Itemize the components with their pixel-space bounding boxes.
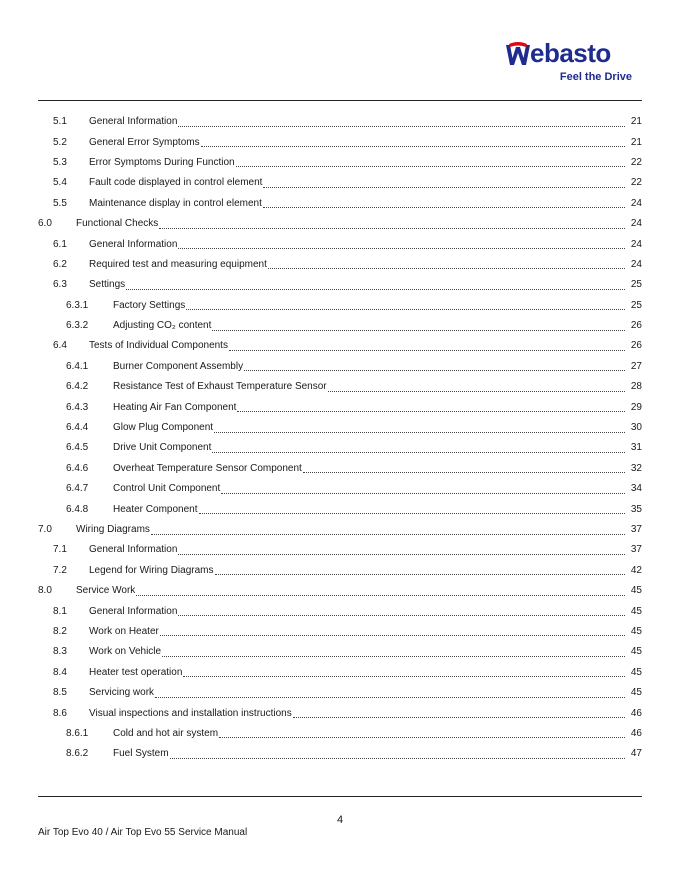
toc-entry[interactable] [38,357,642,377]
toc-dot-leader [303,462,625,473]
toc-entry-title: Legend for Wiring Diagrams [89,564,214,576]
toc-dot-leader [212,442,625,453]
webasto-logo [504,38,634,88]
toc-entry-title: General Information [89,544,178,556]
toc-entry-page: 37 [630,524,642,535]
toc-entry-number: 5.3 [53,156,67,168]
toc-entry[interactable] [38,153,642,173]
toc-dot-leader [263,197,625,208]
toc-dot-leader [328,381,625,392]
toc-dot-leader [237,401,625,412]
toc-dot-leader [221,483,625,494]
toc-entry-page: 46 [630,707,642,719]
toc-entry[interactable] [38,724,642,744]
toc-entry[interactable] [38,540,642,560]
toc-dot-leader [212,320,625,331]
toc-entry-number: 7.2 [53,564,67,576]
footer-document-title: Air Top Evo 40 / Air Top Evo 55 Service Manual [38,827,248,838]
toc-entry-title: Overheat Temperature Sensor Component [113,462,302,474]
toc-dot-leader [293,707,625,718]
toc-dot-leader [160,625,625,636]
toc-entry-page: 35 [630,503,642,515]
toc-entry-page: 24 [630,238,642,250]
toc-dot-leader [199,503,626,514]
toc-dot-leader [178,605,625,616]
toc-entry-number: 6.3.1 [66,299,89,311]
toc-dot-leader [178,116,625,127]
toc-entry-page: 45 [630,605,642,617]
toc-entry-title: Factory Settings [113,299,186,311]
toc-entry-title: Service Work [76,585,136,597]
toc-entry-title: Functional Checks [76,218,159,230]
toc-entry-page: 34 [630,483,642,495]
toc-entry[interactable] [38,438,642,458]
toc-entry-title: General Information [89,116,178,128]
toc-entry-number: 8.3 [53,646,67,658]
toc-dot-leader [215,564,626,575]
toc-entry[interactable] [38,459,642,479]
toc-dot-leader [244,360,625,371]
toc-entry-number: 6.4.1 [66,360,89,372]
toc-entry[interactable] [38,703,642,723]
toc-entry-title: Resistance Test of Exhaust Temperature Sensor [113,381,327,393]
toc-entry[interactable] [38,377,642,397]
toc-dot-leader [219,727,625,738]
table-of-contents [38,112,642,765]
toc-entry-title: Glow Plug Component [113,422,214,434]
toc-entry-title: Settings [89,279,126,291]
toc-entry[interactable] [38,663,642,683]
toc-entry-page: 45 [630,625,642,637]
toc-entry-page: 25 [630,279,642,291]
toc-entry-page: 26 [630,320,642,332]
toc-dot-leader [162,646,625,657]
toc-entry-page: 45 [630,687,642,699]
toc-entry-number: 6.4.4 [66,422,89,434]
toc-entry-number: 8.0 [38,585,52,597]
toc-entry-page: 46 [630,727,642,739]
toc-entry-number: 6.0 [38,218,52,230]
toc-dot-leader [178,544,625,555]
toc-entry-title: General Error Symptoms [89,136,200,148]
toc-entry-number: 6.4.6 [66,462,89,474]
toc-entry-title: Work on Heater [89,625,159,637]
toc-entry-page: 31 [630,442,642,454]
toc-entry-number: 8.6.2 [66,748,89,760]
webasto-w-mark-icon [504,42,532,68]
toc-entry-title: Adjusting CO₂ content [113,320,212,332]
toc-entry-title: Heating Air Fan Component [113,401,237,413]
toc-entry-title: Heater test operation [89,666,183,678]
toc-entry[interactable] [38,479,642,499]
toc-entry-number: 5.4 [53,177,67,189]
toc-entry-number: 7.1 [53,544,67,556]
toc-entry-number: 8.4 [53,666,67,678]
toc-dot-leader [178,238,625,249]
toc-dot-leader [170,748,625,759]
toc-entry-number: 6.3.2 [66,320,89,332]
toc-entry[interactable] [38,601,642,621]
toc-entry[interactable] [38,336,642,356]
toc-entry-number: 7.0 [38,524,52,535]
toc-entry[interactable] [38,397,642,417]
toc-entry[interactable] [38,418,642,438]
toc-entry-page: 29 [630,401,642,413]
toc-dot-leader [186,299,625,310]
toc-dot-leader [159,218,625,229]
toc-entry-number: 6.4.8 [66,503,89,515]
toc-entry-number: 6.4.2 [66,381,89,393]
toc-entry-number: 6.4.3 [66,401,89,413]
toc-entry[interactable] [38,316,642,336]
toc-entry-page: 26 [630,340,642,352]
footer-divider [38,796,642,797]
toc-entry-page: 24 [630,197,642,209]
toc-entry[interactable] [38,683,642,703]
header-divider [38,100,642,101]
toc-entry-number: 8.1 [53,605,67,617]
toc-dot-leader [201,136,625,147]
toc-entry-page: 37 [630,544,642,556]
toc-entry[interactable] [38,520,642,540]
toc-entry[interactable] [38,112,642,132]
toc-dot-leader [126,279,625,290]
toc-dot-leader [236,156,625,167]
toc-entry-title: Heater Component [113,503,198,515]
toc-entry-title: Burner Component Assembly [113,360,244,372]
toc-entry-page: 28 [630,381,642,393]
toc-entry[interactable] [38,642,642,662]
toc-entry-number: 5.1 [53,116,67,128]
toc-entry[interactable] [38,561,642,581]
toc-entry[interactable] [38,255,642,275]
toc-entry-number: 6.4.5 [66,442,89,454]
toc-entry-number: 6.2 [53,258,67,270]
toc-entry-title: Cold and hot air system [113,727,219,739]
toc-entry-title: Drive Unit Component [113,442,212,454]
toc-entry-number: 6.3 [53,279,67,291]
toc-entry[interactable] [38,499,642,519]
toc-entry-title: Visual inspections and installation instructions [89,707,292,719]
toc-entry[interactable] [38,296,642,316]
toc-dot-leader [229,340,625,351]
logo-tagline: Feel the Drive [559,71,632,83]
toc-entry-page: 22 [630,177,642,189]
toc-entry-page: 22 [630,156,642,168]
page-number: 4 [336,814,344,826]
toc-entry-page: 21 [630,116,642,128]
toc-dot-leader [155,687,625,698]
toc-entry-page: 45 [630,585,642,597]
toc-entry[interactable] [38,214,642,234]
toc-entry-number: 8.6.1 [66,727,89,739]
toc-entry-page: 30 [630,422,642,434]
toc-dot-leader [183,666,625,677]
toc-entry-title: Error Symptoms During Function [89,156,235,168]
toc-entry-page: 25 [630,299,642,311]
toc-entry[interactable] [38,194,642,214]
toc-entry-page: 27 [630,360,642,372]
toc-entry-page: 24 [630,218,642,230]
toc-dot-leader [263,177,625,188]
toc-entry[interactable] [38,581,642,601]
toc-entry-page: 24 [630,258,642,270]
toc-entry-title: Fault code displayed in control element [89,177,263,189]
toc-entry-page: 42 [630,564,642,576]
toc-entry-title: Wiring Diagrams [76,524,150,535]
toc-entry-page: 32 [630,462,642,474]
toc-dot-leader [268,258,625,269]
toc-entry-number: 6.4.7 [66,483,89,495]
toc-entry-page: 45 [630,646,642,658]
toc-entry-page: 47 [630,748,642,760]
toc-entry-page: 45 [630,666,642,678]
toc-entry[interactable] [38,275,642,295]
toc-entry-title: Servicing work [89,687,155,699]
toc-entry-title: Fuel System [113,748,169,760]
toc-entry-number: 5.5 [53,197,67,209]
toc-entry[interactable] [38,132,642,152]
toc-entry-number: 8.2 [53,625,67,637]
logo-wordmark: ebasto [530,38,611,68]
toc-entry-title: General Information [89,238,178,250]
toc-entry-title: Tests of Individual Components [89,340,228,352]
toc-entry[interactable] [38,173,642,193]
toc-entry-number: 8.6 [53,707,67,719]
toc-entry-number: 6.1 [53,238,67,250]
toc-dot-leader [214,422,625,433]
toc-entry[interactable] [38,234,642,254]
toc-entry-number: 6.4 [53,340,67,352]
toc-entry-title: General Information [89,605,178,617]
toc-entry-title: Work on Vehicle [89,646,162,658]
toc-entry-number: 5.2 [53,136,67,148]
toc-entry[interactable] [38,622,642,642]
toc-entry-title: Maintenance display in control element [89,197,262,209]
toc-entry-title: Control Unit Component [113,483,221,495]
toc-entry[interactable] [38,744,642,764]
toc-dot-leader [136,585,625,596]
toc-entry-title: Required test and measuring equipment [89,258,267,270]
toc-entry-number: 8.5 [53,687,67,699]
toc-entry-page: 21 [630,136,642,148]
toc-dot-leader [151,524,625,535]
